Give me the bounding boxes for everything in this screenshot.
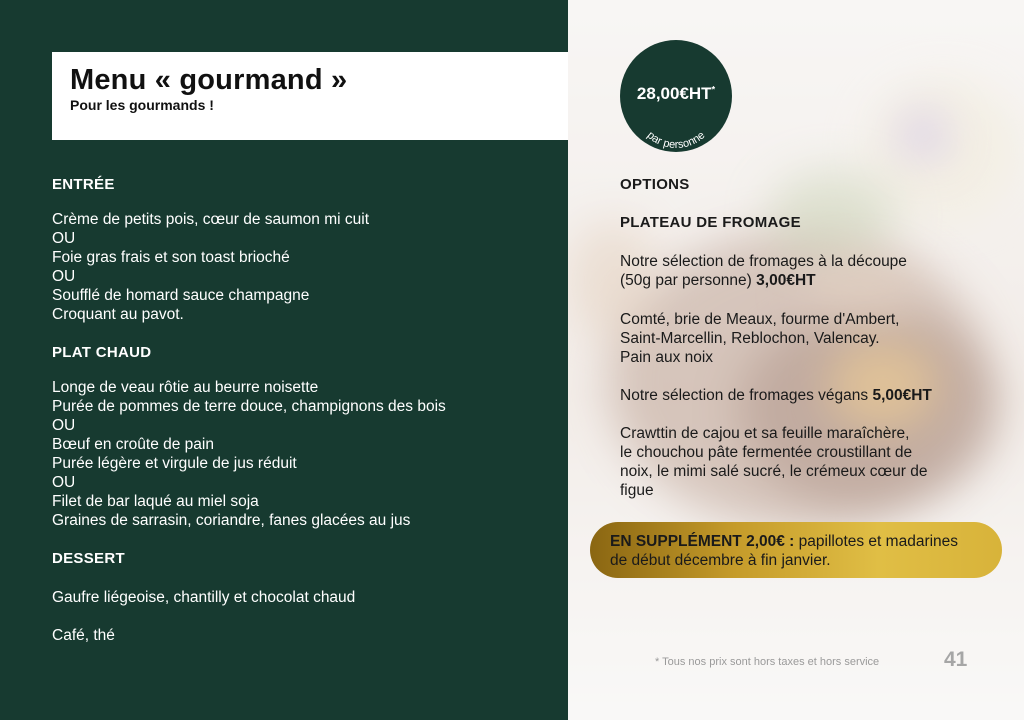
- page-title: Menu « gourmand »: [70, 64, 348, 96]
- price-badge: [620, 40, 732, 152]
- list-item: Graines de sarrasin, coriandre, fanes glacées au jus: [52, 512, 411, 529]
- supplement-banner: [590, 522, 1002, 578]
- list-item: Purée de pommes de terre douce, champignons des bois: [52, 398, 446, 415]
- vegan-selection-price: 5,00€HT: [872, 387, 932, 404]
- price-footnote: * Tous nos prix sont hors taxes et hors service: [655, 656, 880, 668]
- price-per-person-note: [620, 40, 732, 152]
- supplement-label: EN SUPPLÉMENT 2,00€ :: [610, 533, 795, 550]
- list-item: OU: [52, 474, 76, 491]
- svg-text:par personne: par personne: [644, 129, 708, 152]
- list-item: Croquant au pavot.: [52, 306, 184, 323]
- plat-list: [52, 378, 552, 530]
- title-box: [52, 52, 568, 140]
- list-item: Longe de veau rôtie au beurre noisette: [52, 379, 319, 396]
- vegan-selection-text: Notre sélection de fromages végans 5,00€HT: [620, 387, 932, 404]
- list-item: Crème de petits pois, cœur de saumon mi cuit: [52, 211, 370, 228]
- entree-heading: ENTRÉE: [52, 176, 115, 193]
- dessert-heading: DESSERT: [52, 550, 125, 567]
- vegan-description-text: Crawttin de cajou et sa feuille maraîchère, le chouchou pâte fermentée croustillant de noix, le mimi salé sucré, le crémeux cœur de figue: [620, 425, 928, 499]
- list-item: OU: [52, 417, 76, 434]
- cheese-selection-price: 3,00€HT: [756, 272, 816, 289]
- cheese-platter-heading: PLATEAU DE FROMAGE: [620, 214, 801, 231]
- dessert-list: [52, 588, 552, 645]
- list-item: OU: [52, 230, 76, 247]
- page-subtitle: Pour les gourmands !: [70, 97, 214, 113]
- cheese-list-text: Comté, brie de Meaux, fourme d'Ambert, Saint-Marcellin, Reblochon, Valencay. Pain aux noix: [620, 311, 900, 366]
- cheese-selection-text: Notre sélection de fromages à la découpe (50g par personne) 3,00€HT: [620, 253, 907, 289]
- options-heading: OPTIONS: [620, 176, 690, 193]
- list-item: Filet de bar laqué au miel soja: [52, 493, 259, 510]
- list-item: Gaufre liégeoise, chantilly et chocolat chaud: [52, 589, 356, 606]
- list-item: Café, thé: [52, 627, 115, 644]
- list-item: Purée légère et virgule de jus réduit: [52, 455, 297, 472]
- list-item: Foie gras frais et son toast brioché: [52, 249, 290, 266]
- entree-list: [52, 210, 552, 324]
- list-item: Bœuf en croûte de pain: [52, 436, 214, 453]
- list-item: OU: [52, 268, 76, 285]
- list-item: Soufflé de homard sauce champagne: [52, 287, 310, 304]
- page-number: 41: [944, 648, 968, 671]
- plat-heading: PLAT CHAUD: [52, 344, 152, 361]
- price-value: 28,00€HT*: [636, 84, 716, 103]
- supplement-text: EN SUPPLÉMENT 2,00€ : papillotes et madarines de début décembre à fin janvier.: [610, 533, 959, 569]
